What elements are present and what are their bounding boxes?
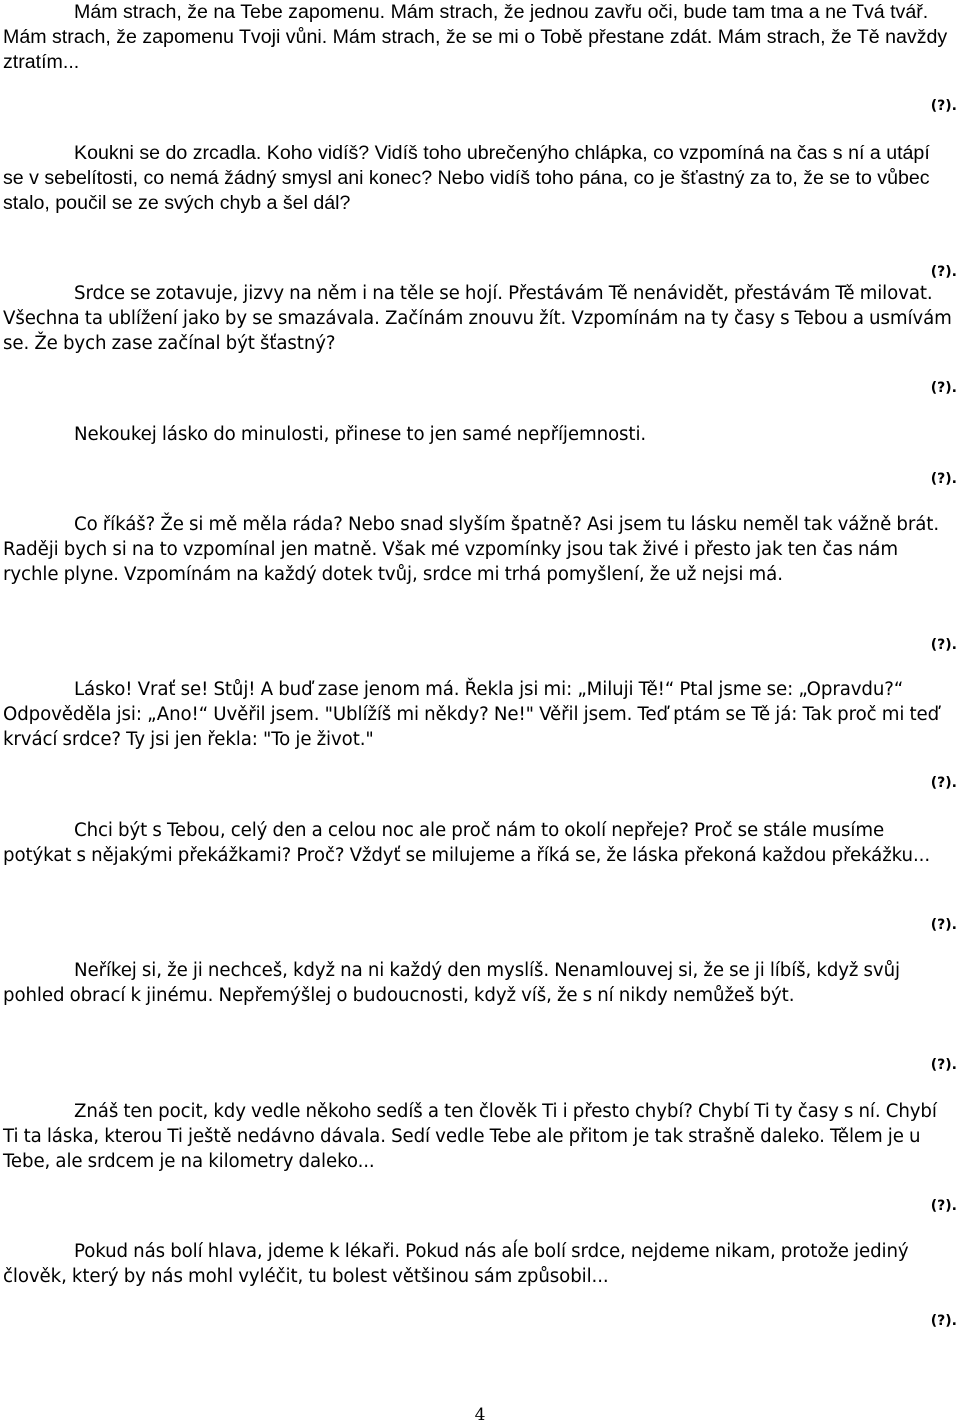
paragraph [3,818,953,868]
text-line: se Tě já: Tak proč mi teď krvácí srdce? Ty jsi jen řekla: "To je život." [3,704,940,750]
text-line: pomyšlení, že už nejsi má. [546,564,783,585]
attribution: (?). [930,1313,957,1329]
text-line: ní. Chybí Ti ta láska, kterou Ti ještě nedávno dávala. Sedí vedle Tebe ale přitom je tak strašně [3,1101,937,1147]
text-line: Mám strach, že Tě navždy ztratím... [3,26,948,73]
attribution: (?). [930,98,957,114]
text-line: Lásko! Vrať se! Stůj! A buď zase jenom má. Řekla jsi mi: „Miluji Tě!“ Ptal jsme se: [74,679,794,700]
text-line: Tě milovat. Všechna ta ublížení jako by se smazávala. Začínám znouvu žít. Vzpomínám na ty [3,283,933,329]
text-line: Co říkáš? Že si mě měla ráda? Nebo snad slyším špatně? Asi jsem tu lásku neměl tak [74,514,833,535]
attribution: (?). [930,264,957,280]
text-line: Znáš ten pocit, kdy vedle někoho sedíš a ten člověk Ti i přesto chybí? Chybí Ti ty časy s [74,1101,854,1122]
paragraph [3,677,953,752]
text-line: Nekoukej lásko do minulosti, přinese to jen samé nepříjemnosti. [74,424,647,445]
text-line: ne Tvá tvář. Mám strach, že zapomenu Tvoji vůni. Mám strach, že se mi o Tobě přestane zdát. [3,1,929,48]
paragraph [3,1099,953,1174]
page-number: 4 [474,1405,486,1425]
attribution: (?). [930,471,957,487]
text-line: Mám strach, že na Tebe zapomenu. Mám strach, že jednou zavřu oči, bude tam tma a [74,1,820,23]
text-line: jediný člověk, který by nás mohl vyléčit, tu bolest většinou sám způsobil... [3,1241,909,1287]
paragraph [3,0,953,75]
attribution: (?). [930,637,957,653]
text-line: Srdce se zotavuje, jizvy na něm i na těle se hojí. Přestávám Tě nenávidět, přestávám [74,283,831,304]
paragraph [3,141,953,216]
text-line: za to, že se to vůbec stalo, poučil se ze svých chyb a šel dál? [3,167,930,214]
text-line: musíme potýkat s nějakými překážkami? Proč? Vždyť se milujeme a říká se, že láska překoná [3,820,885,866]
text-line: když svůj pohled obrací k jinému. Nepřemýšlej o budoucnosti, když víš, že s ní nikdy nemůžeš [3,960,900,1006]
text-line: Pokud nás bolí hlava, jdeme k lékaři. Pokud nás aĺe bolí srdce, nejdeme nikam, protože [74,1241,849,1262]
text-line: přesto jak ten čas nám rychle plyne. Vzpomínám na každý dotek tvůj, srdce mi trhá [3,539,898,585]
text-line: Neříkej si, že ji nechceš, když na ni každý den myslíš. Nenamlouvej si, že se ji líbíš, [74,960,812,981]
text-line: ní a utápí se v sebelítosti, co nemá žádný smysl ani konec? Nebo vidíš toho pána, co je šťastný [3,142,930,189]
text-line: každou překážku... [761,845,931,866]
text-line: „Opravdu?“ Odpověděla jsi: „Ano!“ Uvěřil jsem. "Ublížíš mi někdy? Ne!" Věřil jsem. Teď ptám [3,679,904,725]
attribution: (?). [930,380,957,396]
text-line: vážně brát. Raději bych si na to vzpomínal jen matně. Však mé vzpomínky jsou tak živé i [3,514,940,560]
paragraph [3,512,953,587]
text-line: Koukni se do zrcadla. Koho vidíš? Vidíš toho ubrečenýho chlápka, co vzpomíná na čas s [74,142,843,164]
text-line: být. [759,985,795,1006]
attribution: (?). [930,1198,957,1214]
text-line: Chci být s Tebou, celý den a celou noc ale proč nám to okolí nepřeje? Proč se stále [74,820,807,841]
attribution: (?). [930,775,957,791]
attribution: (?). [930,1057,957,1073]
paragraph [3,958,953,1008]
paragraph [3,1239,953,1289]
paragraph [3,281,953,356]
text-line: daleko. Tělem je u Tebe, ale srdcem je na kilometry daleko... [3,1126,921,1172]
attribution: (?). [930,917,957,933]
text-line: časy s Tebou a usmívám se. Že bych zase začínal být šťastný? [3,308,952,354]
paragraph [3,422,953,447]
